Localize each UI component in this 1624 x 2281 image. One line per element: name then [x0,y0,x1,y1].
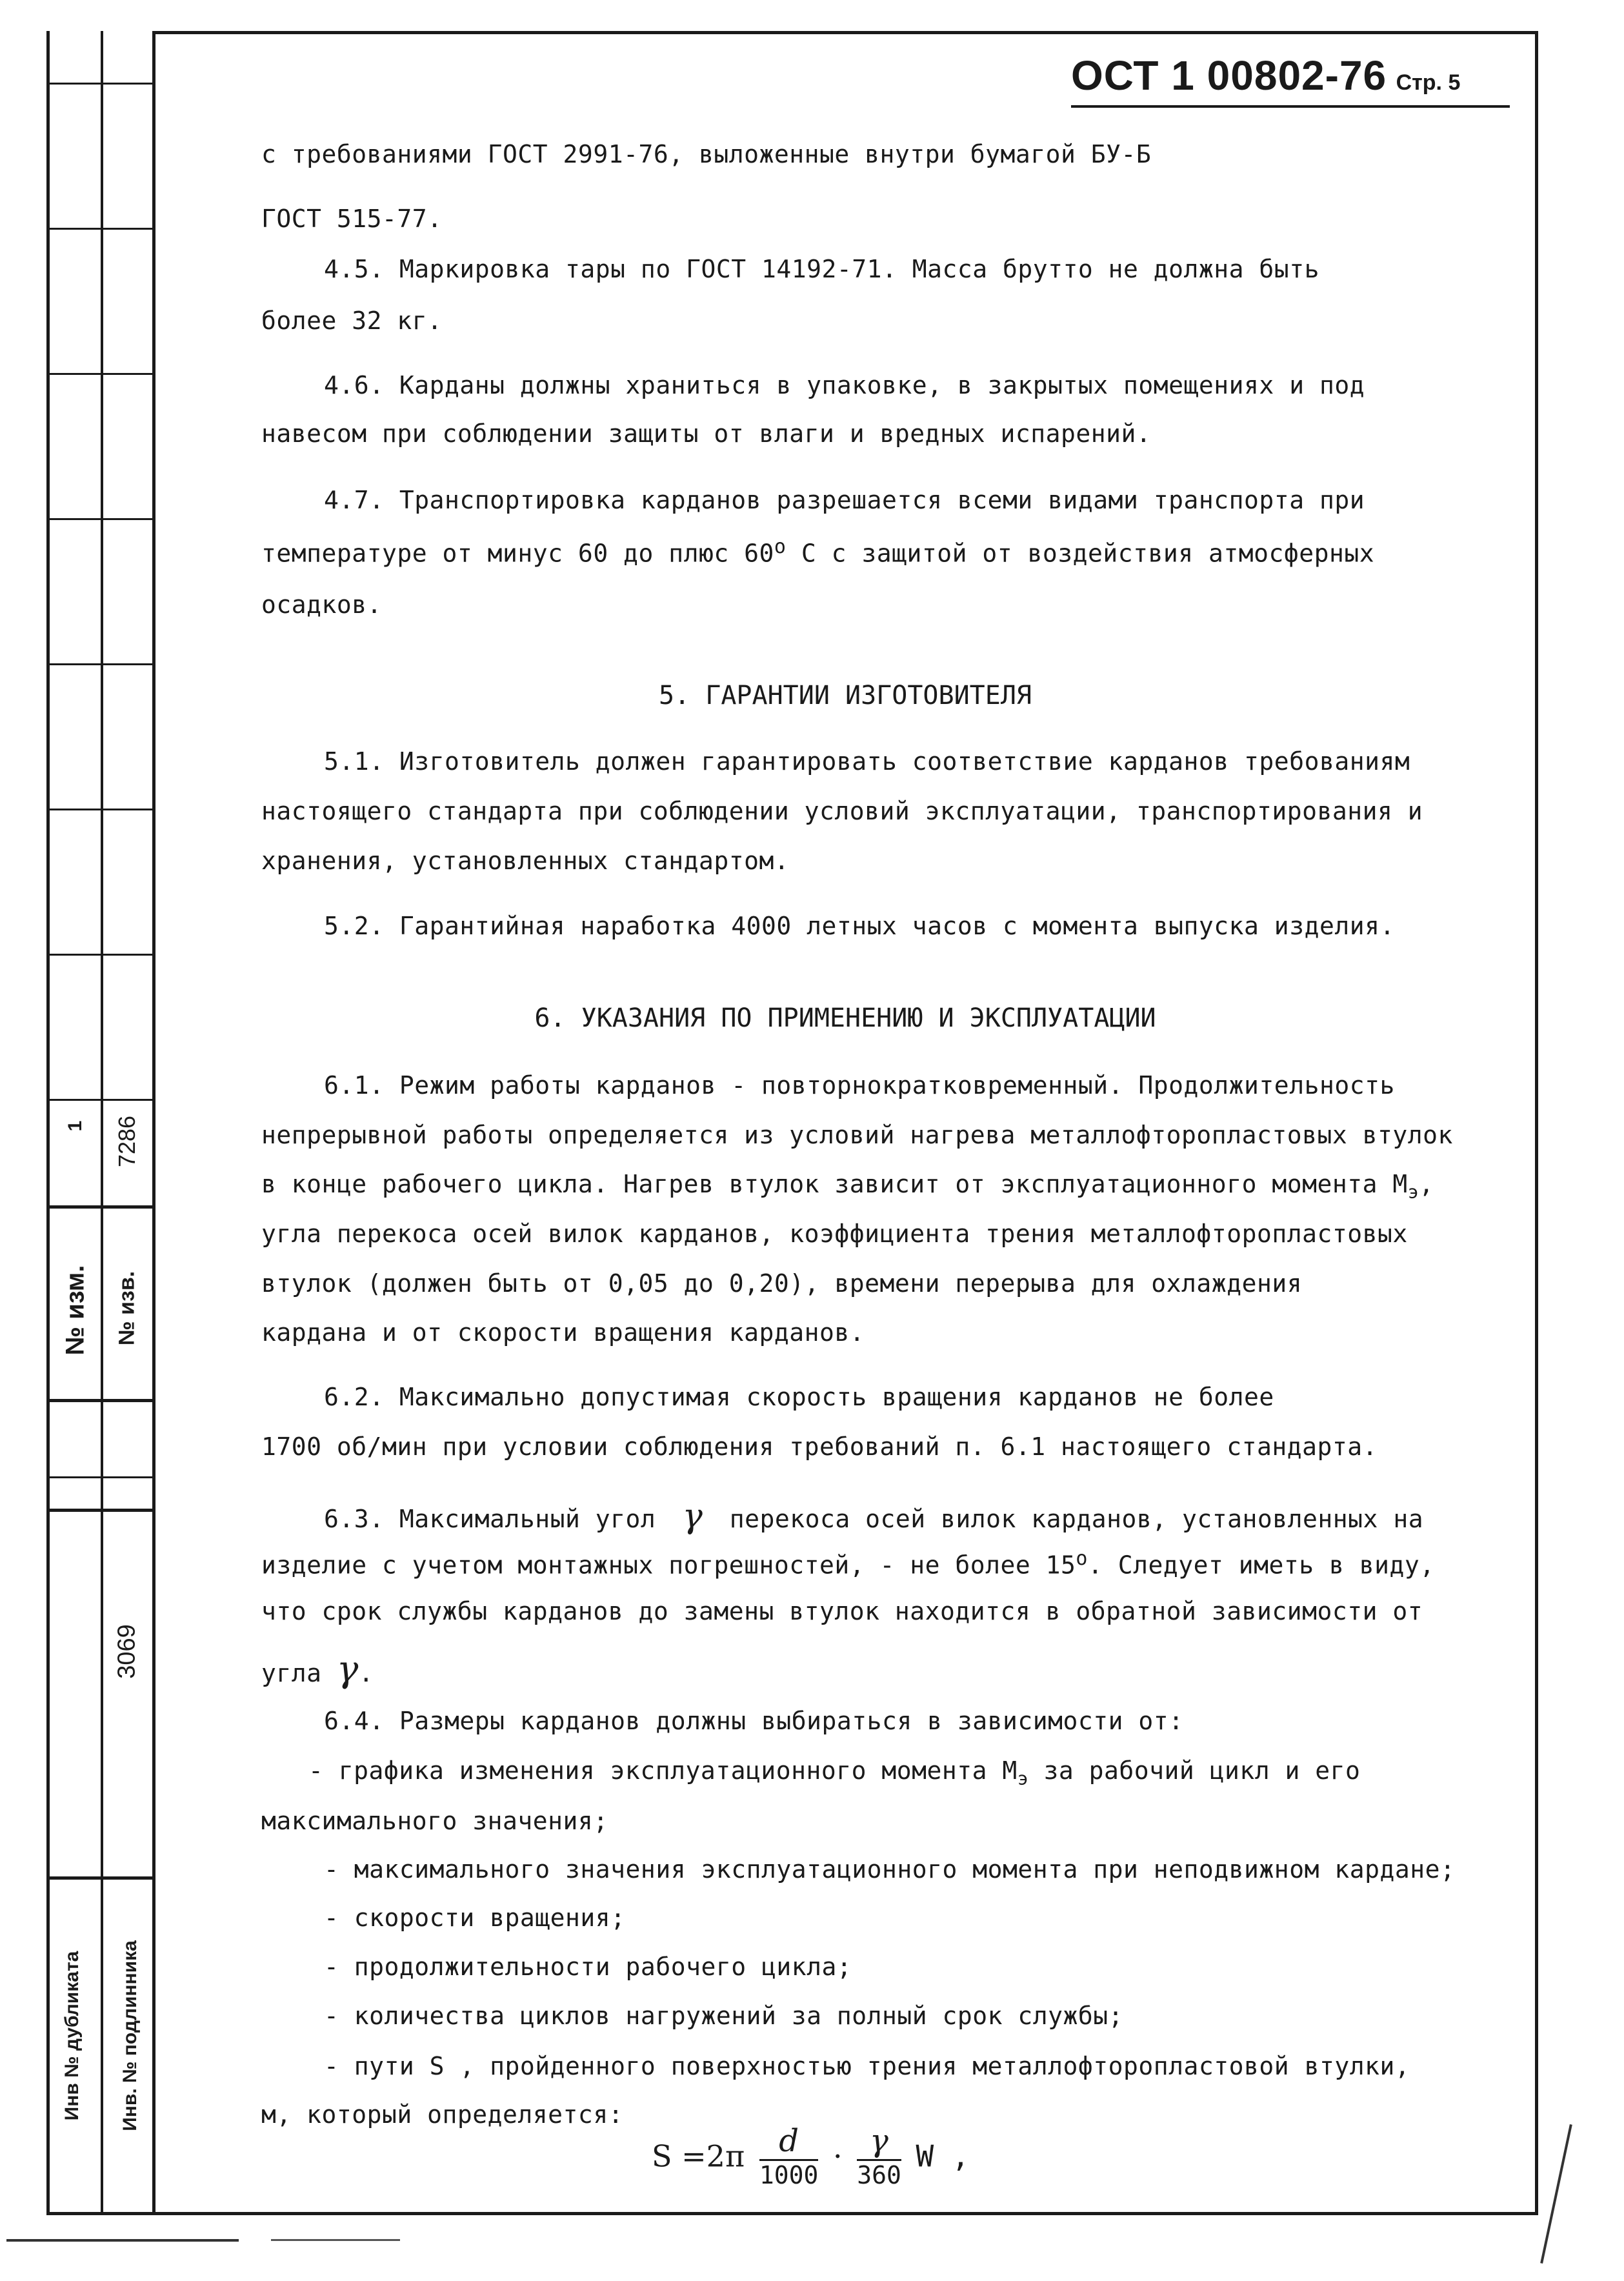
margin-strip [46,31,154,2215]
path-formula [652,2123,970,2189]
margin-mid-line [101,31,103,2215]
text-line: 5.2. Гарантийная наработка 4000 летных часов с момента выпуска изделия. [324,912,1395,940]
text-segment: в конце рабочего цикла. Нагрев втулок зависит от эксплуатационного момента М [261,1170,1408,1198]
margin-grid-line [46,809,154,810]
standard-number: ОСТ 1 00802-76 [1071,52,1387,99]
margin-grid-line [46,1205,154,1209]
text-line [261,1547,1435,1580]
text-line: кардана и от скорости вращения карданов. [261,1318,865,1347]
margin-outer-line [46,31,50,2215]
text-segment: температуре от минус 60 до плюс 60 [261,539,774,568]
text-line: - пути S , пройденного поверхностью трения металлофторопластовой втулки, [324,2052,1410,2080]
text-line: 6.2. Максимально допустимая скорость вращения карданов не более [324,1383,1274,1411]
margin-grid-line [46,1476,154,1478]
text-line: 4.6. Карданы должны храниться в упаковке, в закрытых помещениях и под [324,371,1365,399]
text-segment: 6.3. Максимальный угол [324,1505,656,1533]
text-line: - количества циклов нагружений за полный срок службы; [324,2002,1124,2030]
multiply-dot: · [832,2138,843,2174]
text-segment: - графика изменения эксплуатационного момента М [308,1756,1018,1785]
inv-orig-label: Инв. № подлинника [119,1940,141,2131]
text-segment: перекоса осей вилок карданов, установленных на [729,1505,1424,1533]
bottom-edge-mark [6,2239,239,2242]
text-line: 5.1. Изготовитель должен гарантировать соответствие карданов требованиям [324,747,1410,776]
change-no-value: 1 [65,1120,86,1132]
text-line: 6.4. Размеры карданов должны выбираться в зависимости от: [324,1707,1184,1735]
text-segment: , [1419,1170,1434,1198]
text-segment: . Следует иметь в виду, [1087,1551,1435,1580]
margin-grid-line [46,2212,154,2215]
text-segment: угла [261,1659,322,1687]
text-line: втулок (должен быть от 0,05 до 0,20), времени перерыва для охлаждения [261,1269,1303,1298]
text-segment: . [358,1659,374,1687]
inv-dup-label: Инв № дубликата [61,1951,83,2121]
page-number: Стр. 5 [1396,70,1461,95]
text-line: - скорости вращения; [324,1904,626,1932]
text-line: 6.1. Режим работы карданов - повторнократковременный. Продолжительность [324,1071,1395,1100]
text-line [261,1170,1434,1203]
subscript: э [1407,1181,1419,1203]
margin-grid-line [46,1509,154,1512]
subscript: э [1017,1767,1029,1789]
fraction-denominator: 1000 [759,2161,819,2189]
fraction-gamma [857,2123,901,2189]
fraction-denominator: 360 [857,2161,901,2189]
fraction-numerator: d [759,2123,819,2161]
text-line [261,1649,374,1691]
fraction-numerator: γ [857,2123,901,2161]
text-line: 4.7. Транспортировка карданов разрешается всеми видами транспорта при [324,486,1365,514]
margin-grid-line [46,373,154,375]
gamma-symbol: γ [336,1649,359,1691]
section-heading-6: 6. УКАЗАНИЯ ПО ПРИМЕНЕНИЮ И ЭКСПЛУАТАЦИИ [534,1003,1156,1033]
text-line [308,1756,1360,1789]
text-line: более 32 кг. [261,306,443,335]
text-line: непрерывной работы определяется из условий нагрева металлофторопластовых втулок [261,1121,1453,1149]
bottom-edge-mark [271,2239,400,2241]
margin-grid-line [46,1876,154,1880]
text-line: м, который определяется: [261,2100,624,2129]
text-line: настоящего стандарта при соблюдении условий эксплуатации, транспортирования и [261,797,1423,825]
text-line: с требованиями ГОСТ 2991-76, выложенные внутри бумагой БУ-Б [261,140,1152,168]
text-line: осадков. [261,590,383,619]
text-line [261,536,1374,568]
fraction-d [759,2123,819,2189]
text-line: навесом при соблюдении защиты от влаги и вредных испарений. [261,419,1152,448]
text-line: что срок службы карданов до замены втулок находится в обратной зависимости от [261,1597,1423,1625]
formula-rhs: W , [916,2138,970,2174]
formula-lhs: S =2π [652,2138,745,2174]
text-line: - продолжительности рабочего цикла; [324,1953,852,1981]
header-underline [1071,105,1510,108]
inv-orig-number: 3069 [113,1624,141,1679]
margin-grid-line [46,1399,154,1402]
margin-grid-line [46,228,154,230]
degree-sign: o [774,536,787,558]
margin-grid-line [46,518,154,520]
notice-no-label: № изв. [114,1271,139,1346]
section-heading-5: 5. ГАРАНТИИ ИЗГОТОВИТЕЛЯ [659,681,1032,710]
text-line: ГОСТ 515-77. [261,205,443,233]
text-line: 4.5. Маркировка тары по ГОСТ 14192-71. Масса брутто не должна быть [324,255,1319,283]
text-line: максимального значения; [261,1807,608,1835]
degree-sign: o [1076,1547,1088,1570]
text-line [324,1497,1423,1536]
page-header [1071,52,1460,99]
text-segment: С с защитой от воздействия атмосферных [801,539,1375,568]
text-segment: за рабочий цикл и его [1028,1756,1361,1785]
text-segment: изделие с учетом монтажных погрешностей, - не более 15 [261,1551,1076,1580]
change-no-label: № изм. [61,1265,90,1356]
margin-grid-line [46,663,154,665]
notice-no-value: 7286 [114,1115,140,1168]
corner-mark [1540,2124,1572,2264]
text-line: 1700 об/мин при условии соблюдения требований п. 6.1 настоящего стандарта. [261,1432,1378,1461]
text-line: угла перекоса осей вилок карданов, коэффициента трения металлофторопластовых [261,1220,1408,1248]
gamma-symbol: γ [682,1497,703,1536]
margin-grid-line [46,83,154,85]
text-line: хранения, установленных стандартом. [261,847,790,875]
margin-grid-line [46,954,154,956]
text-line: - максимального значения эксплуатационного момента при неподвижном кардане; [324,1855,1456,1884]
